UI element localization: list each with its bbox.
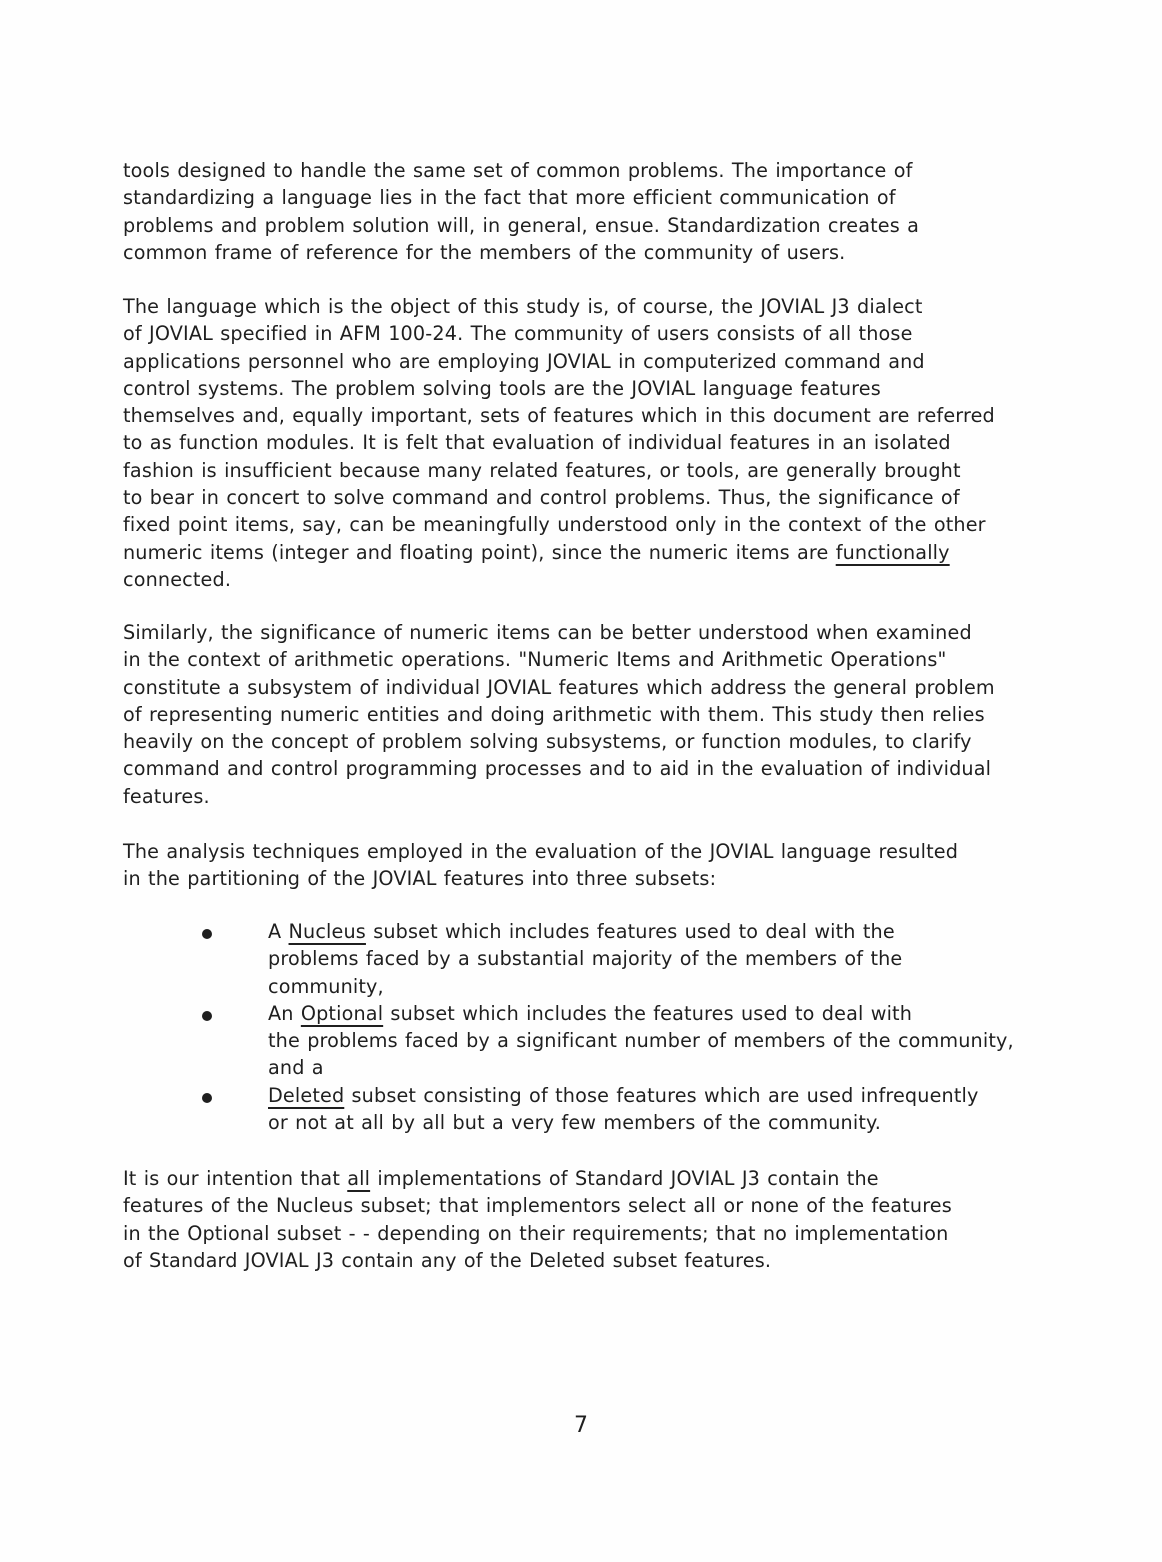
text-line: themselves and, equally important, sets of features which in this document are referred xyxy=(123,404,995,428)
text-line: in the Optional subset - - depending on their requirements; that no implementation xyxy=(123,1221,949,1245)
bullet-dot-icon xyxy=(202,1093,212,1103)
subset-bullet-list xyxy=(196,918,1036,1136)
text-line: to as function modules. It is felt that evaluation of individual features in an isolated xyxy=(123,431,951,455)
bullet-dot-icon xyxy=(202,929,212,939)
text-line: The language which is the object of this study is, of course, the JOVIAL J3 dialect xyxy=(123,295,923,318)
text-line xyxy=(268,918,1036,945)
text-segment: A xyxy=(268,920,289,943)
text-line: the problems faced by a significant number of members of the community, xyxy=(268,1029,1014,1053)
text-segment: implementations of Standard JOVIAL J3 contain the xyxy=(370,1167,879,1190)
text-line: constitute a subsystem of individual JOVIAL features which address the general problem xyxy=(123,675,995,699)
paragraph-1 xyxy=(123,157,1028,266)
text-line: The analysis techniques employed in the evaluation of the JOVIAL language resulted xyxy=(123,840,959,863)
text-line xyxy=(123,1165,1028,1192)
text-line: problems faced by a substantial majority of the members of the xyxy=(268,947,903,971)
bullet-item-nucleus xyxy=(196,918,1036,1000)
underlined-word: Deleted xyxy=(268,1083,345,1107)
text-line: standardizing a language lies in the fact that more efficient communication of xyxy=(123,186,896,210)
text-line: features. xyxy=(123,784,210,808)
text-line: connected. xyxy=(123,567,232,591)
text-segment: It is our intention that xyxy=(123,1167,348,1190)
text-line: common frame of reference for the members of the community of users. xyxy=(123,240,846,264)
text-segment: subset consisting of those features which are used infrequently xyxy=(344,1083,979,1107)
text-line: tools designed to handle the same set of common problems. The importance of xyxy=(123,159,913,182)
text-line: of Standard JOVIAL J3 contain any of the Deleted subset features. xyxy=(123,1248,772,1272)
bullet-item-optional xyxy=(196,1000,1036,1082)
text-line: in the partitioning of the JOVIAL features into three subsets: xyxy=(123,867,717,891)
text-line: fashion is insufficient because many related features, or tools, are generally brought xyxy=(123,458,961,482)
text-line: heavily on the concept of problem solving subsystems, or function modules, to clarify xyxy=(123,730,972,754)
paragraph-closing xyxy=(123,1165,1028,1274)
paragraph-4 xyxy=(123,838,1028,893)
text-line: of JOVIAL specified in AFM 100-24. The community of users consists of all those xyxy=(123,322,913,346)
text-line: community, xyxy=(268,974,384,998)
underlined-word: Optional xyxy=(300,1001,384,1025)
text-line xyxy=(123,539,1028,566)
text-line: command and control programming processes and to aid in the evaluation of individual xyxy=(123,757,992,781)
text-line: fixed point items, say, can be meaningfully understood only in the context of the other xyxy=(123,513,986,537)
text-line: and a xyxy=(268,1056,324,1080)
text-line xyxy=(268,1000,1036,1027)
paragraph-3 xyxy=(123,619,1028,810)
text-segment: numeric items (integer and floating point), since the numeric items are xyxy=(123,540,836,564)
text-line: in the context of arithmetic operations. "Numeric Items and Arithmetic Operations" xyxy=(123,648,947,672)
bullet-dot-icon xyxy=(202,1011,212,1021)
underlined-word: functionally xyxy=(835,540,950,564)
text-line: problems and problem solution will, in general, ensue. Standardization creates a xyxy=(123,213,920,237)
text-segment: subset which includes features used to deal with the xyxy=(365,920,895,943)
text-segment: An xyxy=(268,1001,301,1025)
underlined-word: all xyxy=(347,1167,371,1190)
text-line: features of the Nucleus subset; that implementors select all or none of the features xyxy=(123,1194,952,1218)
text-segment: subset which includes the features used to deal with xyxy=(383,1001,913,1025)
text-line: applications personnel who are employing JOVIAL in computerized command and xyxy=(123,349,925,373)
text-line: or not at all by all but a very few members of the community. xyxy=(268,1111,882,1135)
text-line xyxy=(268,1082,1036,1109)
underlined-word: Nucleus xyxy=(288,920,366,943)
bullet-item-deleted xyxy=(196,1082,1036,1137)
text-line: to bear in concert to solve command and control problems. Thus, the significance of xyxy=(123,486,960,510)
text-line: control systems. The problem solving tools are the JOVIAL language features xyxy=(123,376,881,400)
page-number: 7 xyxy=(574,1413,588,1438)
paragraph-2 xyxy=(123,293,1028,593)
text-line: Similarly, the significance of numeric items can be better understood when examined xyxy=(123,621,972,644)
text-line: of representing numeric entities and doing arithmetic with them. This study then relies xyxy=(123,702,985,726)
